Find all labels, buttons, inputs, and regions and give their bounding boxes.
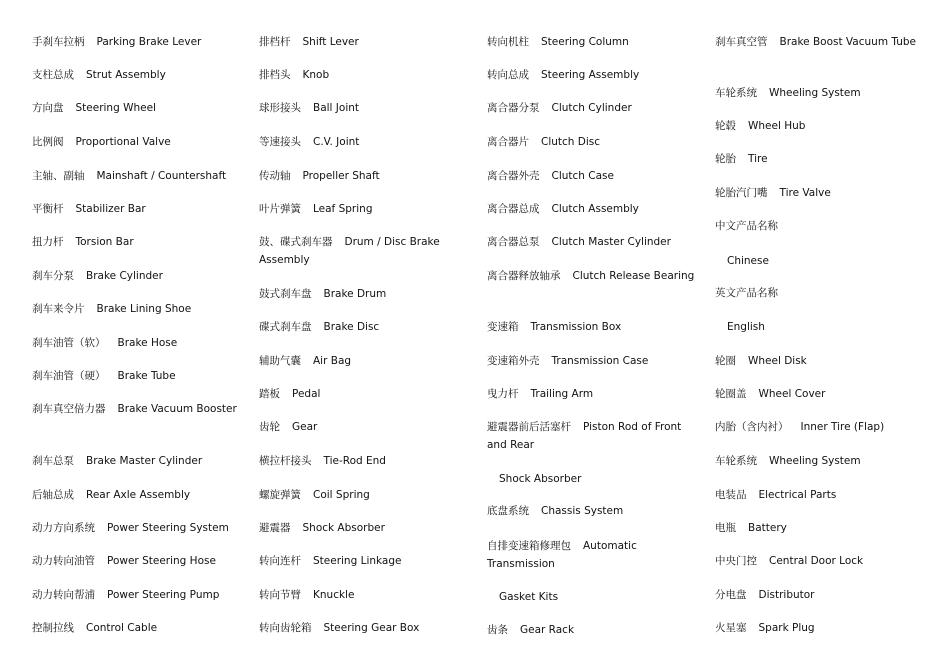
chinese-term: 转向总成 [487, 69, 529, 81]
glossary-entry [487, 33, 702, 51]
english-term: Brake Hose [117, 337, 178, 349]
english-term: Parking Brake Lever [96, 36, 202, 48]
glossary-entry [259, 586, 474, 604]
english-term: Clutch Disc [541, 136, 601, 148]
glossary-entry [259, 452, 474, 470]
english-term: Electrical Parts [758, 489, 837, 501]
chinese-term: 扭力杆 [32, 236, 64, 248]
chinese-term: 中央门控 [715, 555, 757, 567]
glossary-entry [487, 621, 702, 639]
chinese-term: 轮圈 [715, 355, 736, 367]
glossary-entry [715, 486, 930, 504]
english-term: Brake Lining Shoe [96, 303, 192, 315]
glossary-entry [487, 99, 702, 117]
chinese-term: 轮胎 [715, 153, 736, 165]
english-term: Leaf Spring [313, 203, 373, 215]
glossary-entry [259, 385, 474, 403]
glossary-entry [32, 233, 247, 251]
glossary-entry [715, 318, 930, 336]
english-term: Air Bag [313, 355, 352, 367]
glossary-entry [259, 352, 474, 370]
chinese-term: 叶片弹簧 [259, 203, 301, 215]
english-term: Central Door Lock [769, 555, 864, 567]
glossary-entry [32, 99, 247, 117]
glossary-entry [715, 352, 930, 370]
glossary-entry [259, 619, 474, 637]
glossary-entry [32, 133, 247, 151]
glossary-entry [487, 470, 702, 488]
english-term: Shift Lever [302, 36, 359, 48]
chinese-term: 车轮系统 [715, 455, 757, 467]
english-term: Wheeling System [769, 455, 861, 467]
english-term: Brake Vacuum Booster [117, 403, 237, 415]
chinese-term: 主轴、副轴 [32, 170, 85, 182]
english-term: Gear Rack [520, 624, 575, 636]
glossary-entry [32, 586, 247, 604]
english-term: Tire Valve [779, 187, 831, 199]
glossary-entry [487, 418, 702, 454]
chinese-term: 刹车油管（软） [32, 337, 106, 349]
glossary-entry [487, 233, 702, 251]
chinese-term: 自排变速箱修理包 [487, 540, 571, 552]
chinese-term: 刹车来令片 [32, 303, 85, 315]
glossary-entry [259, 66, 474, 84]
glossary-entry [32, 486, 247, 504]
english-term: Mainshaft / Countershaft [96, 170, 227, 182]
english-term: Knob [302, 69, 330, 81]
chinese-term: 动力方向系统 [32, 522, 95, 534]
english-term: Ball Joint [313, 102, 360, 114]
chinese-term: 变速箱外壳 [487, 355, 540, 367]
chinese-term: 中文产品名称 [715, 220, 778, 232]
english-term: Control Cable [86, 622, 158, 634]
glossary-entry [715, 84, 930, 102]
english-term: Wheel Cover [758, 388, 826, 400]
glossary-entry [259, 519, 474, 537]
chinese-term: 支柱总成 [32, 69, 74, 81]
english-term: Brake Boost Vacuum Tube [779, 36, 916, 48]
english-term: Clutch Release Bearing [572, 270, 695, 282]
chinese-term: 刹车分泵 [32, 270, 74, 282]
english-term: Steering Gear Box [323, 622, 420, 634]
chinese-term: 转向机柱 [487, 36, 529, 48]
glossary-entry [32, 367, 247, 385]
glossary-entry [259, 33, 474, 51]
english-term: Piston Rod of Front and Rear [487, 421, 682, 451]
english-term: Brake Cylinder [86, 270, 163, 282]
chinese-term: 等速接头 [259, 136, 301, 148]
chinese-term: 齿条 [487, 624, 508, 636]
glossary-entry [32, 400, 247, 418]
english-term: Brake Disc [323, 321, 380, 333]
english-term: Drum / Disc Brake Assembly [259, 236, 440, 266]
glossary-entry [715, 184, 930, 202]
english-term: Propeller Shaft [302, 170, 380, 182]
glossary-entry [32, 300, 247, 318]
chinese-term: 轮圈盖 [715, 388, 747, 400]
english-term: Coil Spring [313, 489, 370, 501]
glossary-entry [487, 200, 702, 218]
chinese-term: 电瓶 [715, 522, 736, 534]
glossary-entry [487, 352, 702, 370]
chinese-term: 离合器总成 [487, 203, 540, 215]
chinese-term: 刹车真空倍力器 [32, 403, 106, 415]
glossary-entry [32, 334, 247, 352]
english-term: Wheel Hub [748, 120, 806, 132]
glossary-entry [259, 418, 474, 436]
chinese-term: 轮毂 [715, 120, 736, 132]
english-term: Clutch Assembly [551, 203, 639, 215]
chinese-term: 离合器释放轴承 [487, 270, 561, 282]
glossary-entry [32, 66, 247, 84]
english-term: C.V. Joint [313, 136, 360, 148]
chinese-term: 轮胎汽门嘴 [715, 187, 768, 199]
glossary-entry [259, 200, 474, 218]
glossary-entry [715, 519, 930, 537]
glossary-entry [715, 586, 930, 604]
glossary-entry [715, 284, 930, 302]
glossary-entry [259, 99, 474, 117]
english-term: Clutch Cylinder [551, 102, 632, 114]
chinese-term: 齿轮 [259, 421, 280, 433]
glossary-entry [32, 33, 247, 51]
chinese-term: 刹车油管（硬） [32, 370, 106, 382]
glossary-entry [715, 452, 930, 470]
chinese-term: 避震器 [259, 522, 291, 534]
glossary-entry [487, 588, 702, 606]
english-term: Shock Absorber [499, 473, 582, 485]
glossary-entry [487, 537, 702, 573]
glossary-entry [32, 519, 247, 537]
english-term: Distributor [758, 589, 815, 601]
glossary-entry [715, 619, 930, 637]
chinese-term: 传动轴 [259, 170, 291, 182]
chinese-term: 转向节臂 [259, 589, 301, 601]
english-term: Rear Axle Assembly [86, 489, 191, 501]
glossary-entry [715, 117, 930, 135]
chinese-term: 排档杆 [259, 36, 291, 48]
chinese-term: 离合器分泵 [487, 102, 540, 114]
english-term: Steering Assembly [541, 69, 640, 81]
chinese-term: 分电盘 [715, 589, 747, 601]
chinese-term: 横拉杆接头 [259, 455, 312, 467]
chinese-term: 动力转向帮浦 [32, 589, 95, 601]
glossary-entry [259, 285, 474, 303]
chinese-term: 曳力杆 [487, 388, 519, 400]
chinese-term: 转向齿轮箱 [259, 622, 312, 634]
glossary-entry [259, 318, 474, 336]
glossary-entry [487, 502, 702, 520]
english-term: Automatic Transmission [487, 540, 637, 570]
english-term: Trailing Arm [530, 388, 594, 400]
english-term: Pedal [292, 388, 321, 400]
glossary-entry [259, 486, 474, 504]
english-term: Chassis System [541, 505, 624, 517]
glossary-entry [715, 217, 930, 235]
glossary-entry [259, 552, 474, 570]
chinese-term: 排档头 [259, 69, 291, 81]
english-term: Chinese [727, 255, 769, 267]
chinese-term: 离合器总泵 [487, 236, 540, 248]
chinese-term: 内胎（含内衬） [715, 421, 789, 433]
chinese-term: 英文产品名称 [715, 287, 778, 299]
glossary-entry [715, 150, 930, 168]
chinese-term: 火星塞 [715, 622, 747, 634]
glossary-entry [32, 167, 247, 185]
english-term: Power Steering System [107, 522, 229, 534]
chinese-term: 控制拉线 [32, 622, 74, 634]
english-term: Tire [748, 153, 768, 165]
english-term: Knuckle [313, 589, 355, 601]
chinese-term: 底盘系统 [487, 505, 529, 517]
chinese-term: 螺旋弹簧 [259, 489, 301, 501]
english-term: Gear [292, 421, 318, 433]
english-term: Gasket Kits [499, 591, 559, 603]
english-term: Power Steering Hose [107, 555, 216, 567]
chinese-term: 方向盘 [32, 102, 64, 114]
english-term: Brake Tube [117, 370, 176, 382]
glossary-entry [487, 385, 702, 403]
english-term: Steering Linkage [313, 555, 402, 567]
english-term: Proportional Valve [75, 136, 171, 148]
english-term: Battery [748, 522, 787, 534]
english-term: Spark Plug [758, 622, 815, 634]
english-term: Transmission Box [530, 321, 622, 333]
chinese-term: 电装品 [715, 489, 747, 501]
english-term: Steering Wheel [75, 102, 156, 114]
chinese-term: 球形接头 [259, 102, 301, 114]
english-term: Steering Column [541, 36, 629, 48]
glossary-entry [487, 167, 702, 185]
glossary-entry [715, 385, 930, 403]
english-term: Transmission Case [551, 355, 649, 367]
chinese-term: 车轮系统 [715, 87, 757, 99]
chinese-term: 鼓式刹车盘 [259, 288, 312, 300]
english-term: English [727, 321, 765, 333]
english-term: Power Steering Pump [107, 589, 220, 601]
english-term: Wheel Disk [748, 355, 807, 367]
english-term: Stabilizer Bar [75, 203, 146, 215]
chinese-term: 刹车总泵 [32, 455, 74, 467]
glossary-entry [259, 167, 474, 185]
glossary-entry [32, 452, 247, 470]
chinese-term: 动力转向油管 [32, 555, 95, 567]
chinese-term: 变速箱 [487, 321, 519, 333]
glossary-entry [715, 418, 930, 436]
chinese-term: 手刹车拉柄 [32, 36, 85, 48]
glossary-entry [32, 267, 247, 285]
glossary-entry [715, 33, 930, 51]
glossary-entry [715, 252, 930, 270]
glossary-entry [487, 133, 702, 151]
chinese-term: 鼓、碟式刹车器 [259, 236, 333, 248]
glossary-entry [32, 200, 247, 218]
english-term: Clutch Case [551, 170, 614, 182]
english-term: Wheeling System [769, 87, 861, 99]
chinese-term: 离合器外壳 [487, 170, 540, 182]
english-term: Inner Tire (Flap) [800, 421, 885, 433]
glossary-entry [487, 318, 702, 336]
chinese-term: 转向连杆 [259, 555, 301, 567]
chinese-term: 平衡杆 [32, 203, 64, 215]
chinese-term: 踏板 [259, 388, 280, 400]
glossary-entry [259, 133, 474, 151]
english-term: Clutch Master Cylinder [551, 236, 671, 248]
chinese-term: 刹车真空管 [715, 36, 768, 48]
english-term: Brake Master Cylinder [86, 455, 203, 467]
english-term: Shock Absorber [302, 522, 385, 534]
english-term: Torsion Bar [75, 236, 134, 248]
glossary-entry [715, 552, 930, 570]
english-term: Brake Drum [323, 288, 387, 300]
glossary-entry [487, 66, 702, 84]
english-term: Strut Assembly [86, 69, 166, 81]
chinese-term: 碟式刹车盘 [259, 321, 312, 333]
glossary-entry [32, 619, 247, 637]
glossary-entry [32, 552, 247, 570]
chinese-term: 离合器片 [487, 136, 529, 148]
glossary-entry [259, 233, 474, 269]
chinese-term: 后轴总成 [32, 489, 74, 501]
chinese-term: 辅助气囊 [259, 355, 301, 367]
chinese-term: 避震器前后活塞杆 [487, 421, 571, 433]
english-term: Tie-Rod End [323, 455, 386, 467]
glossary-entry [487, 267, 702, 285]
chinese-term: 比例阀 [32, 136, 64, 148]
